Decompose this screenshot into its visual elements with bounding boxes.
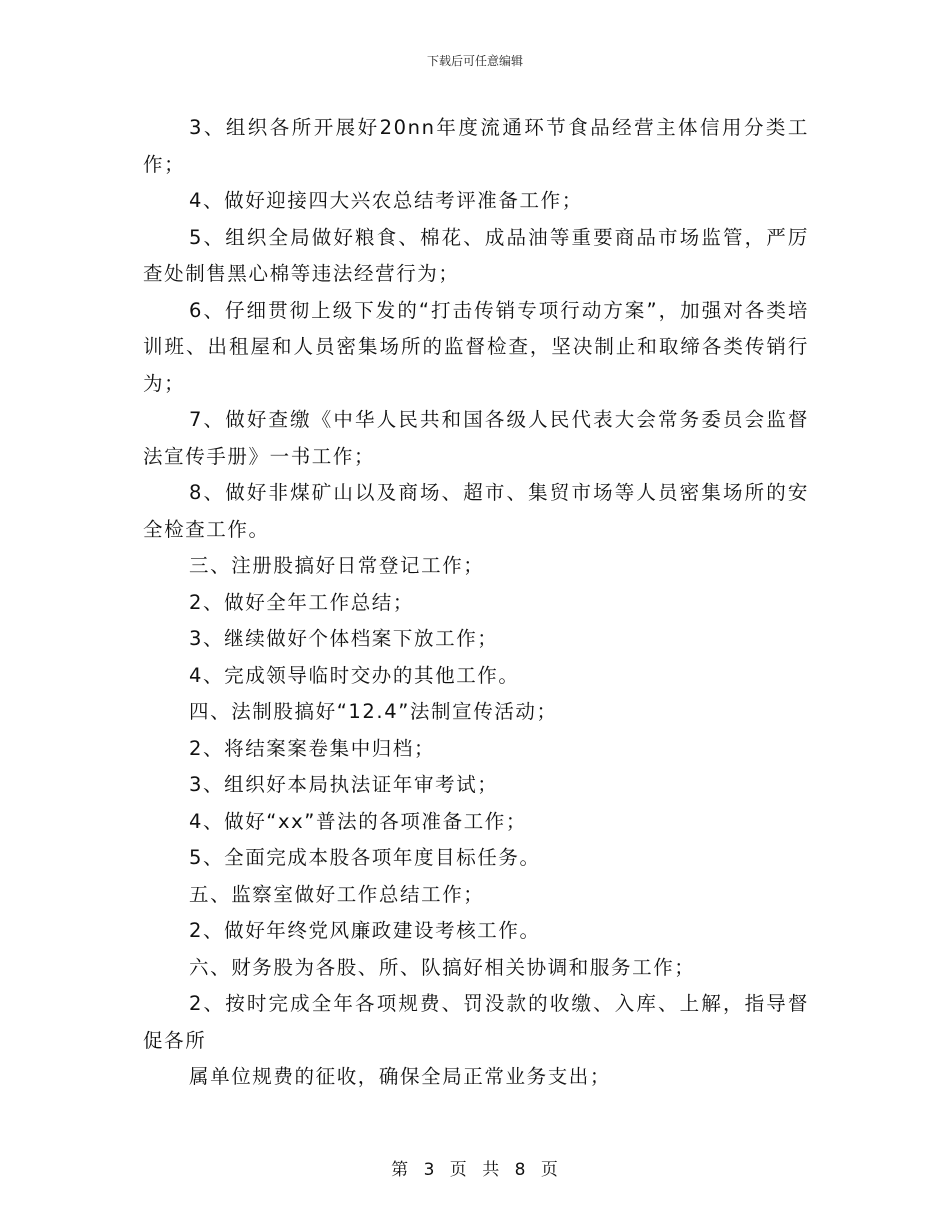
paragraph: 5、全面完成本股各项年度目标任务。 <box>189 846 541 869</box>
paragraph: 2、将结案案卷集中归档； <box>189 736 436 760</box>
footer-label-ye-2: 页 <box>540 1160 559 1180</box>
footer-label-di: 第 <box>391 1160 410 1180</box>
page-footer <box>0 1155 950 1180</box>
paragraph: 4、做好“xx”普法的各项准备工作； <box>189 809 527 833</box>
paragraph: 2、按时完成全年各项规费、罚没款的收缴、入库、上解，指导督促各所 <box>143 992 809 1052</box>
paragraph: 属单位规费的征收，确保全局正常业务支出； <box>189 1065 612 1088</box>
document-body <box>143 110 809 1096</box>
footer-label-gong: 共 <box>482 1160 501 1180</box>
paragraph: 4、做好迎接四大兴农总结考评准备工作； <box>189 189 583 212</box>
section-heading: 三、注册股搞好日常登记工作； <box>189 554 485 577</box>
section-heading: 五、监察室做好工作总结工作； <box>189 882 485 906</box>
footer-label-ye: 页 <box>449 1160 468 1180</box>
current-page-number: 3 <box>423 1160 436 1180</box>
paragraph: 7、做好查缴《中华人民共和国各级人民代表大会常务委员会监督法宣传手册》一书工作； <box>143 408 809 468</box>
paragraph: 8、做好非煤矿山以及商场、超市、集贸市场等人员密集场所的安全检查工作。 <box>143 481 809 541</box>
paragraph: 2、做好年终党风廉政建设考核工作。 <box>189 919 541 942</box>
section-heading: 四、法制股搞好“12.4”法制宣传活动； <box>189 700 558 723</box>
paragraph: 6、仔细贯彻上级下发的“打击传销专项行动方案”，加强对各类培训班、出租屋和人员密集场所的监督检查，坚决制止和取缔各类传销行为； <box>143 298 809 395</box>
paragraph: 3、组织好本局执法证年审考试； <box>189 773 499 796</box>
paragraph: 3、继续做好个体档案下放工作； <box>189 627 499 650</box>
paragraph: 3、组织各所开展好20nn年度流通环节食品经营主体信用分类工作； <box>143 116 809 176</box>
total-page-count: 8 <box>514 1160 527 1180</box>
paragraph: 4、完成领导临时交办的其他工作。 <box>189 663 520 687</box>
page-header: 下载后可任意编辑 <box>426 54 523 68</box>
section-heading: 六、财务股为各股、所、队搞好相关协调和服务工作； <box>189 955 696 979</box>
paragraph: 5、组织全局做好粮食、棉花、成品油等重要商品市场监管，严厉查处制售黑心棉等违法经营行为； <box>143 225 809 285</box>
paragraph: 2、做好全年工作总结； <box>189 590 415 614</box>
